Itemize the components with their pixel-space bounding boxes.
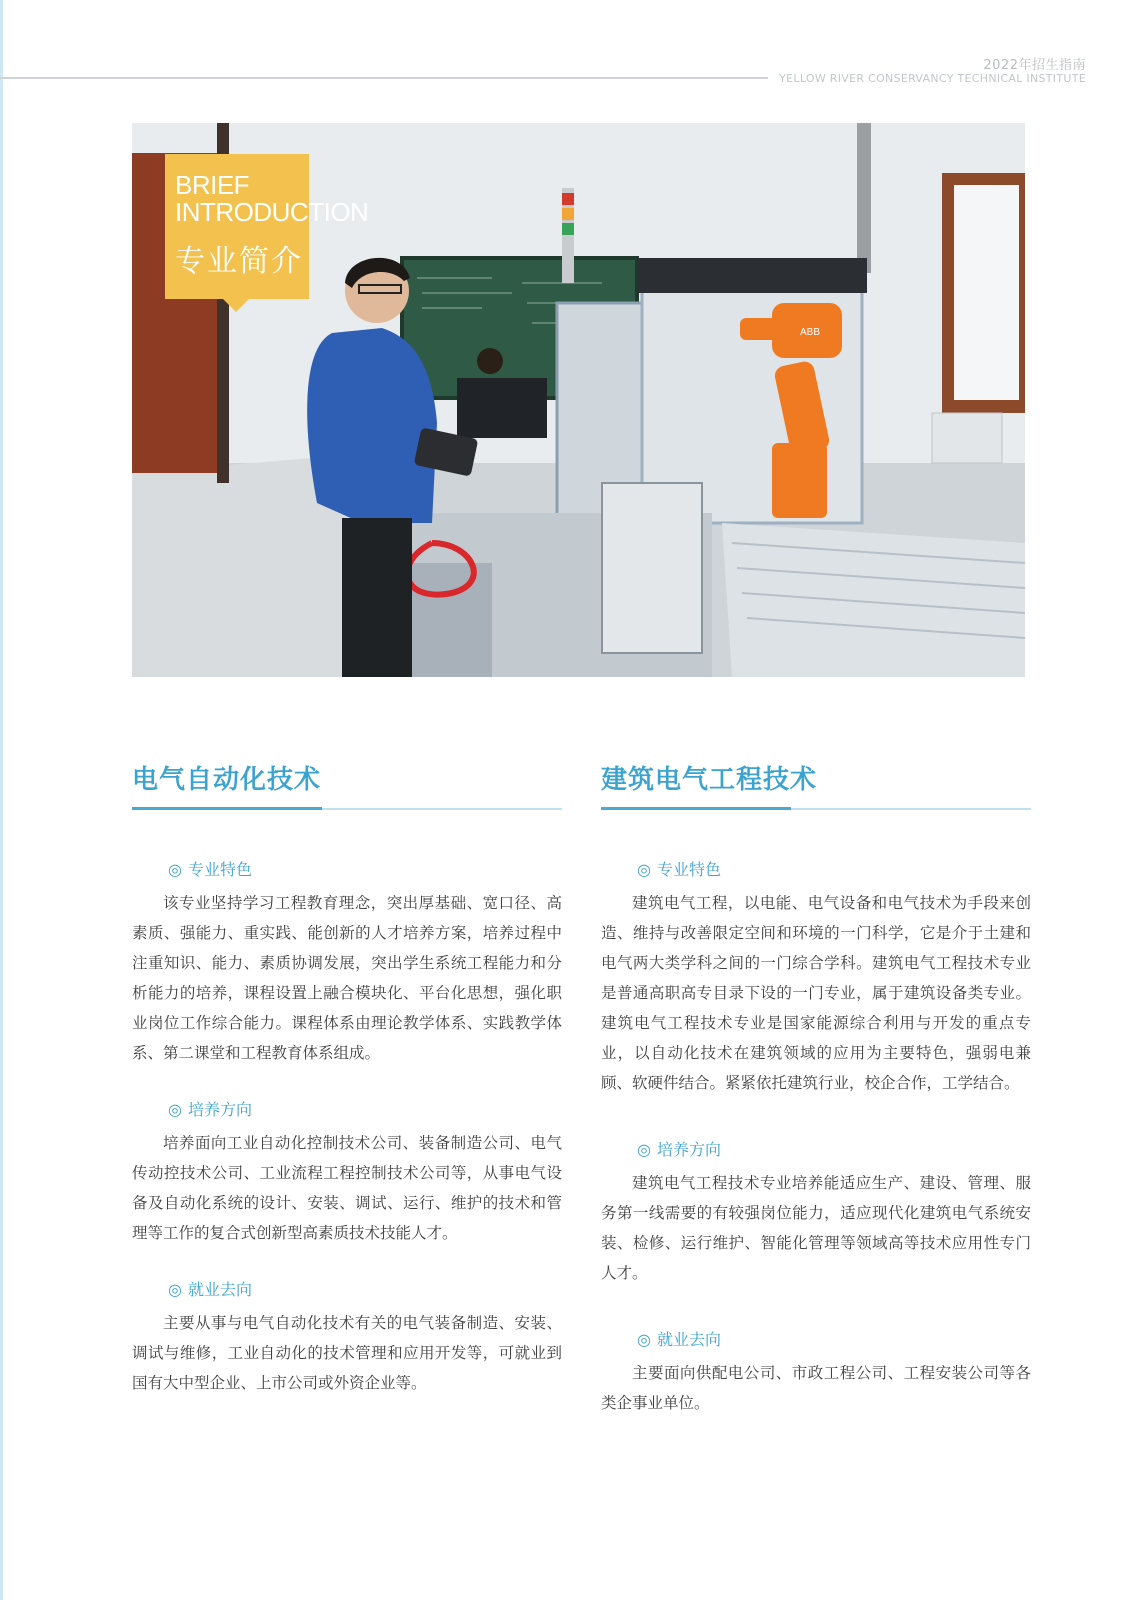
section-features bbox=[132, 858, 562, 1068]
section-heading: 专业特色 bbox=[656, 860, 721, 879]
header-rule bbox=[0, 77, 768, 79]
badge-cn-title: 专业简介 bbox=[175, 244, 303, 279]
circle-bullet-icon: ◎ bbox=[637, 1330, 651, 1349]
circle-bullet-icon: ◎ bbox=[637, 1140, 651, 1159]
major-title: 电气自动化技术 bbox=[132, 765, 322, 795]
header-year-title: 2022年招生指南 bbox=[983, 58, 1086, 73]
section-body: 建筑电气工程，以电能、电气设备和电气技术为手段来创造、维持与改善限定空间和环境的一门科学，它是介于土建和电气两大类学科之间的一门综合学科。建筑电气工程技术专业是普通高职高专目录下设的一门专业，属于建筑设备类专业。建筑电气工程技术专业是国家能源综合利用与开发的重点专业，以自动化技术在建筑领域的应用为主要特色，强弱电兼顾、软硬件结合。紧紧依托建筑行业，校企合作，工学结合。 bbox=[601, 894, 1031, 1092]
circle-bullet-icon: ◎ bbox=[168, 860, 182, 879]
major-column-electrical-automation bbox=[132, 760, 562, 1398]
section-heading: 就业去向 bbox=[187, 1280, 252, 1299]
circle-bullet-icon: ◎ bbox=[168, 1280, 182, 1299]
section-body: 建筑电气工程技术专业培养能适应生产、建设、管理、服务第一线需要的有较强岗位能力，适应现代化建筑电气系统安装、检修、运行维护、智能化管理等领域高等技术应用性专门人才。 bbox=[601, 1174, 1031, 1282]
circle-bullet-icon: ◎ bbox=[168, 1100, 182, 1119]
title-underline bbox=[601, 808, 1031, 810]
section-training-direction bbox=[132, 1098, 562, 1248]
major-title: 建筑电气工程技术 bbox=[601, 765, 818, 795]
badge-en-line1: BRIEF bbox=[175, 170, 250, 200]
section-body: 该专业坚持学习工程教育理念，突出厚基础、宽口径、高素质、强能力、重实践、能创新的人才培养方案，培养过程中注重知识、能力、素质协调发展，突出学生系统工程能力和分析能力的培养，课程设置上融合模块化、平台化思想，强化职业岗位工作综合能力。课程体系由理论教学体系、实践教学体系、第二课堂和工程教育体系组成。 bbox=[132, 894, 562, 1062]
title-underline bbox=[132, 808, 562, 810]
header-institute-name: YELLOW RIVER CONSERVANCY TECHNICAL INSTITUTE bbox=[779, 72, 1086, 85]
section-features bbox=[601, 858, 1031, 1098]
page-left-edge bbox=[0, 0, 3, 1600]
section-body: 主要从事与电气自动化技术有关的电气装备制造、安装、调试与维修，工业自动化的技术管理和应用开发等，可就业到国有大中型企业、上市公司或外资企业等。 bbox=[132, 1314, 562, 1392]
section-training-direction bbox=[601, 1138, 1031, 1288]
section-employment bbox=[132, 1278, 562, 1398]
section-heading: 专业特色 bbox=[187, 860, 252, 879]
section-employment bbox=[601, 1328, 1031, 1418]
section-heading: 培养方向 bbox=[656, 1140, 721, 1159]
badge-en-line2: INTRODUCTION bbox=[175, 197, 369, 227]
robot-abb-logo: ABB bbox=[800, 327, 821, 338]
section-body: 培养面向工业自动化控制技术公司、装备制造公司、电气传动控技术公司、工业流程工程控制技术公司等，从事电气设备及自动化系统的设计、安装、调试、运行、维护的技术和管理等工作的复合式创新型高素质技术技能人才。 bbox=[132, 1134, 562, 1242]
brief-introduction-badge bbox=[165, 154, 369, 299]
section-body: 主要面向供配电公司、市政工程公司、工程安装公司等各类企事业单位。 bbox=[601, 1364, 1031, 1412]
circle-bullet-icon: ◎ bbox=[637, 860, 651, 879]
section-heading: 培养方向 bbox=[187, 1100, 252, 1119]
major-column-building-electrical bbox=[601, 760, 1031, 1418]
section-heading: 就业去向 bbox=[656, 1330, 721, 1349]
